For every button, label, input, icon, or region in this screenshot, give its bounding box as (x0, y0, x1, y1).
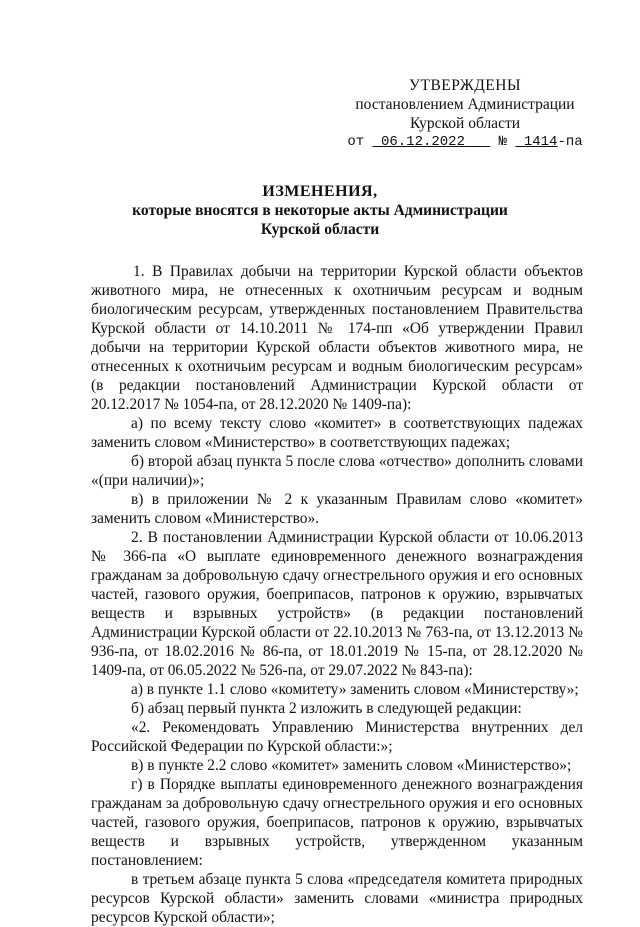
document-body (91, 262, 583, 927)
paragraph-2: 2. В постановлении Администрации Курской области от 10.06.2013 № 366-па «О выплате единовременного денежного вознаграждения гражданам за добровольную сдачу огнестрельного оружия и его основных частей, газового оружия, боеприпасов, патронов к оружию, взрывчатых веществ и взрывных устройств» (в редакции постановлений Администрации Курской области от 22.10.2013 № 763-па, от 13.12.2013 № 936-па, от 18.02.2016 № 86-па, от 18.01.2019 № 15-па, от 28.12.2020 № 1409-па, от 06.05.2022 № 526-па, от 29.07.2022 № 843-па): (91, 529, 583, 679)
title-line-2: которые вносятся в некоторые акты Администрации (132, 202, 508, 219)
paragraph-2a: а) в пункте 1.1 слово «комитету» заменить словом «Министерству»; (131, 681, 579, 698)
paragraph-2d-sub: в третьем абзаце пункта 5 слова «председателя комитета природных ресурсов Курской области» заменить словами «министра природных ресурсов Курской области»; (91, 871, 583, 926)
paragraph-2d: г) в Порядке выплаты единовременного денежного вознаграждения гражданам за добровольную сдачу огнестрельного оружия и его основных частей, газового оружия, боеприпасов, патронов к оружию, взрывчатых веществ и взрывных устройств, утвержденном указанным постановлением: (91, 776, 583, 869)
approval-number: 1414 (523, 134, 558, 150)
number-prefix: № (498, 134, 508, 150)
approval-stamp (340, 76, 590, 152)
approval-region: Курской области (409, 115, 521, 132)
approval-issuer: постановлением Администрации (355, 96, 575, 113)
title-line-1: ИЗМЕНЕНИЯ, (262, 183, 378, 200)
paragraph-1: 1. В Правилах добычи на территории Курской области объектов животного мира, не отнесенных к охотничьим ресурсам и водным биологическим ресурсам, утвержденных постановлением Правительства Курской области от 14.10.2011 № 174-пп «Об утверждении Правил добычи на территории Курской области объектов животного мира, не отнесенных к охотничьим ресурсам и водным биологическим ресурсам» (в редакции постановлений Администрации Курской области от 20.12.2017 № 1054-па, от 28.12.2020 № 1409-па): (91, 263, 583, 413)
paragraph-1a: а) по всему тексту слово «комитет» в соответствующих падежах заменить словом «Министерство» в соответствующих падежах; (91, 415, 583, 451)
paragraph-2c: в) в пункте 2.2 слово «комитет» заменить словом «Министерство»; (131, 757, 572, 774)
approval-date-line (340, 133, 590, 152)
paragraph-2b: б) абзац первый пункта 2 изложить в следующей редакции: (131, 700, 522, 717)
document-title (60, 182, 580, 239)
date-prefix: от (347, 134, 365, 150)
approval-date: 06.12.2022 (380, 134, 465, 150)
paragraph-1c: в) в приложении № 2 к указанным Правилам слово «комитет» заменить словом «Министерство». (91, 491, 583, 527)
approval-heading: УТВЕРЖДЕНЫ (409, 77, 521, 94)
paragraph-1b: б) второй абзац пункта 5 после слова «отчество» дополнить словами «(при наличии)»; (91, 453, 583, 489)
paragraph-2b-quote: «2. Рекомендовать Управлению Министерства внутренних дел Российской Федерации по Курской области:»; (91, 719, 583, 755)
number-suffix: -па (557, 134, 583, 150)
title-line-3: Курской области (260, 221, 380, 238)
